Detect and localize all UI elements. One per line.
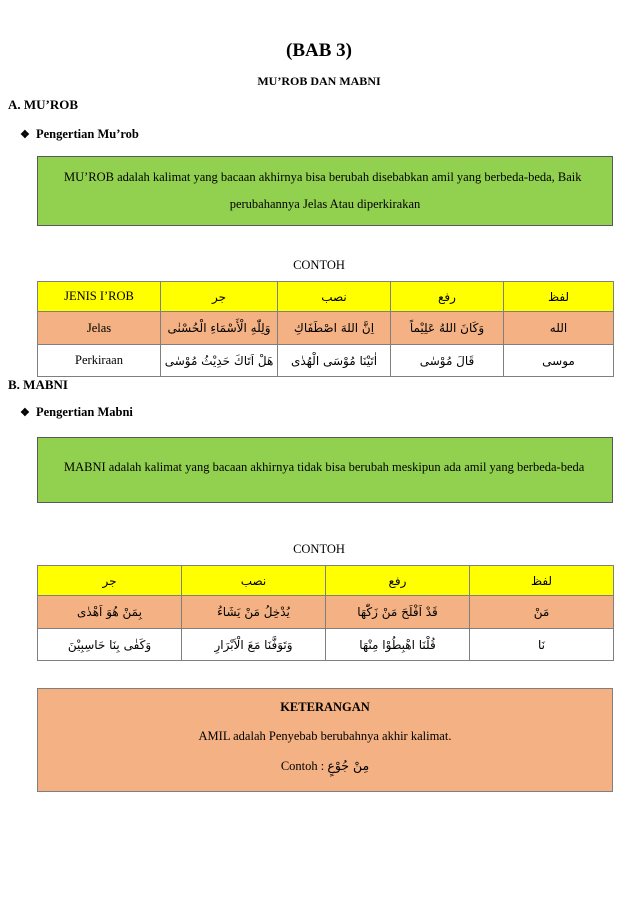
table-cell: اٰتَيْنَا مُوْسَى الْهُدٰى [278,345,391,377]
section-a-heading: A. MU’ROB [8,97,79,112]
table-cell: الله [504,312,614,345]
table-cell: نَا [470,629,614,661]
table-row [38,629,614,661]
mabni-table [37,565,614,661]
table-row [38,345,614,377]
table-cell: وَكَفٰى بِنَا حَاسِبِيْنَ [38,629,182,661]
keterangan-line1: AMIL adalah Penyebab berubahnya akhir kalimat. [198,729,452,743]
section-b-bullet [20,405,133,420]
table-cell: مَنْ [470,596,614,629]
murob-header-rafa: رفع [391,282,504,312]
keterangan-heading: KETERANGAN [280,700,370,714]
page-subtitle: MU’ROB DAN MABNI [257,74,381,88]
murob-header-jenis: JENIS I’ROB [38,282,161,312]
mabni-header-lafadz: لفظ [470,566,614,596]
table-cell: يُدْخِلُ مَنْ يَشَاءُ [182,596,326,629]
mabni-header-nashab: نصب [182,566,326,596]
section-b-contoh-label: CONTOH [293,542,345,556]
keterangan-contoh-label: Contoh : [280,759,325,773]
table-cell: موسى [504,345,614,377]
keterangan-box [37,688,613,792]
murob-table [37,281,614,377]
table-cell: قَدْ اَفْلَحَ مَنْ زَكّٰهَا [326,596,470,629]
diamond-bullet-icon: ❖ [20,129,30,141]
table-cell: هَلْ اَتَاكَ حَدِيْثُ مُوْسٰى [161,345,278,377]
table-cell: قَالَ مُوْسٰى [391,345,504,377]
table-cell: قُلْنَا اهْبِطُوْا مِنْهَا [326,629,470,661]
murob-table-header-row [38,282,614,312]
table-cell: وَتَوَفَّنَا مَعَ الْاَبْرَارِ [182,629,326,661]
table-row [38,596,614,629]
table-cell: وَكَانَ اللهُ عَلِيْماً [391,312,504,345]
murob-definition-box [37,156,613,226]
keterangan-contoh-value: مِنْ جُوْعٍ [327,758,370,773]
section-b-heading: B. MABNI [8,377,68,392]
table-cell: بِمَنْ هُوَ اَهْدٰى [38,596,182,629]
section-a-contoh-label: CONTOH [293,258,345,272]
page-title: (BAB 3) [286,40,352,61]
murob-definition-line2: perubahannya Jelas Atau diperkirakan [229,197,421,211]
murob-cell-perkiraan: Perkiraan [38,345,161,377]
table-cell: وَلِلّٰهِ الْأَسْمَاءِ الْحُسْنٰى [161,312,278,345]
mabni-header-jar: جر [38,566,182,596]
mabni-definition-text: MABNI adalah kalimat yang bacaan akhirnya tidak bisa berubah meskipun ada amil yang berbeda-beda [64,460,585,474]
keterangan-contoh [38,758,612,774]
mabni-table-header-row [38,566,614,596]
mabni-definition-box [37,437,613,503]
section-a-bullet-label: Pengertian Mu’rob [36,127,139,141]
diamond-bullet-icon: ❖ [20,407,30,419]
section-a-bullet [20,127,139,142]
murob-header-lafadz: لفظ [504,282,614,312]
mabni-header-rafa: رفع [326,566,470,596]
table-cell: اِنَّ اللهَ اصْطَفَاكِ [278,312,391,345]
table-row [38,312,614,345]
murob-header-jar: جر [161,282,278,312]
murob-header-nashab: نصب [278,282,391,312]
section-b-bullet-label: Pengertian Mabni [36,405,133,419]
murob-definition-line1: MU’ROB adalah kalimat yang bacaan akhirnya bisa berubah disebabkan amil yang berbeda-beda, Baik [64,170,582,184]
murob-cell-jelas: Jelas [38,312,161,345]
